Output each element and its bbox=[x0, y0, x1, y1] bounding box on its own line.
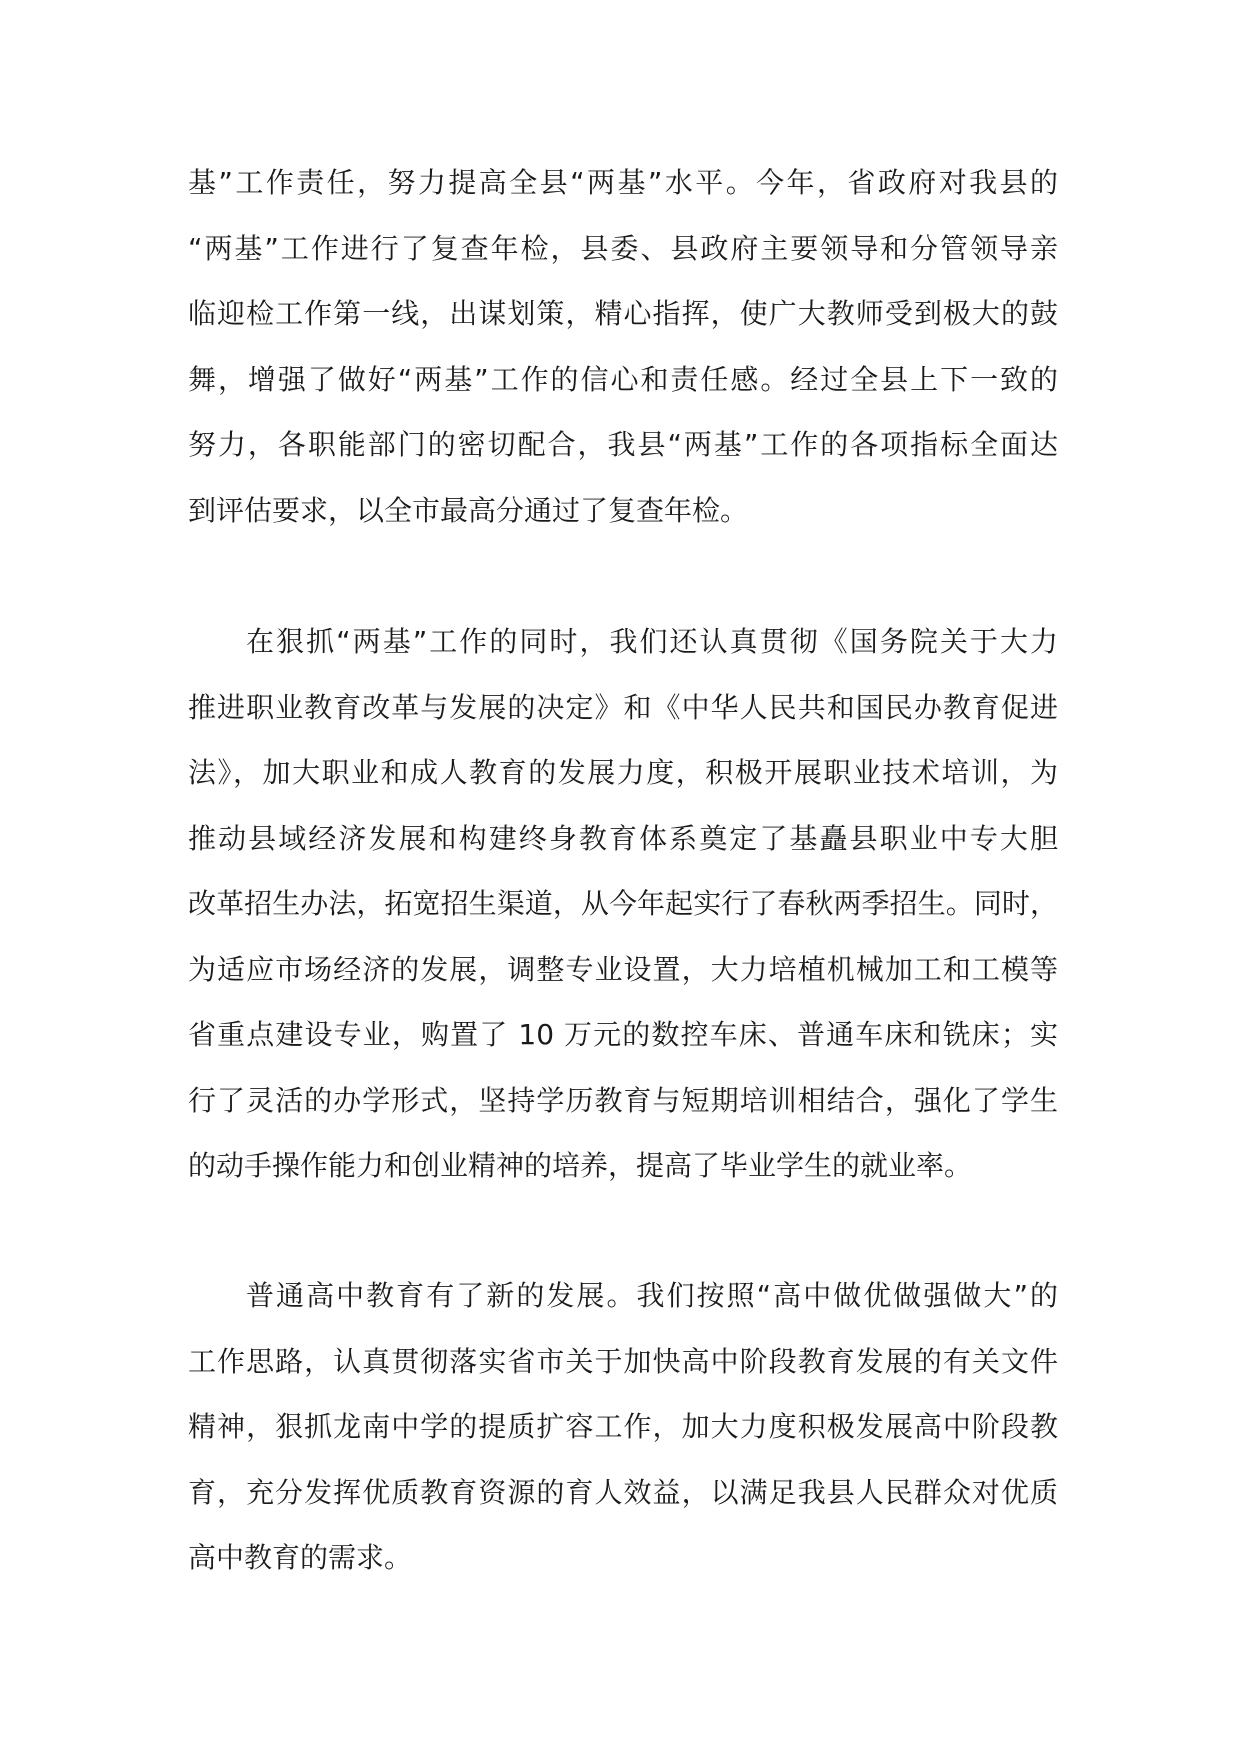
text-line: 高中教育的需求。 bbox=[188, 1541, 413, 1574]
text-line: 精神，狠抓龙南中学的提质扩容工作，加大力度积极发展高中阶段教 bbox=[188, 1410, 1058, 1443]
text-line: 临迎检工作第一线，出谋划策，精心指挥，使广大教师受到极大的鼓 bbox=[188, 297, 1058, 330]
paragraph-2 bbox=[188, 609, 1058, 1199]
text-line: 的动手操作能力和创业精神的培养，提高了毕业学生的就业率。 bbox=[188, 1149, 973, 1182]
text-line: 普通高中教育有了新的发展。我们按照“高中做优做强做大”的 bbox=[246, 1279, 1058, 1312]
text-line: 努力，各职能部门的密切配合，我县“两基”工作的各项指标全面达 bbox=[188, 428, 1058, 461]
text-line: 推进职业教育改革与发展的决定》和《中华人民共和国民办教育促进 bbox=[188, 690, 1058, 724]
text-line: 在狠抓“两基”工作的同时，我们还认真贯彻《国务院关于大力 bbox=[246, 625, 1058, 658]
text-line: 推动县域经济发展和构建终身教育体系奠定了基矗县职业中专大胆 bbox=[188, 821, 1058, 855]
text-line: 省重点建设专业，购置了 10 万元的数控车床、普通车床和铣床；实 bbox=[188, 1018, 1058, 1051]
text-line: 为适应市场经济的发展，调整专业设置，大力培植机械加工和工模等 bbox=[188, 952, 1058, 986]
text-line: 工作思路，认真贯彻落实省市关于加快高中阶段教育发展的有关文件 bbox=[188, 1344, 1058, 1378]
paragraph-3 bbox=[188, 1263, 1058, 1591]
text-line: 行了灵活的办学形式，坚持学历教育与短期培训相结合，强化了学生 bbox=[188, 1083, 1058, 1117]
text-line: 到评估要求，以全市最高分通过了复查年检。 bbox=[188, 493, 749, 527]
text-line: 育，充分发挥优质教育资源的育人效益，以满足我县人民群众对优质 bbox=[188, 1475, 1058, 1509]
text-line: “两基”工作进行了复查年检，县委、县政府主要领导和分管领导亲 bbox=[188, 231, 1058, 265]
text-line: 舞，增强了做好“两基”工作的信心和责任感。经过全县上下一致的 bbox=[188, 362, 1058, 396]
text-line: 改革招生办法，拓宽招生渠道，从今年起实行了春秋两季招生。同时， bbox=[188, 887, 1058, 920]
text-line: 法》，加大职业和成人教育的发展力度，积极开展职业技术培训，为 bbox=[188, 756, 1058, 789]
paragraph-1 bbox=[188, 150, 1058, 543]
text-line: 基”工作责任，努力提高全县“两基”水平。今年，省政府对我县的 bbox=[188, 166, 1058, 199]
